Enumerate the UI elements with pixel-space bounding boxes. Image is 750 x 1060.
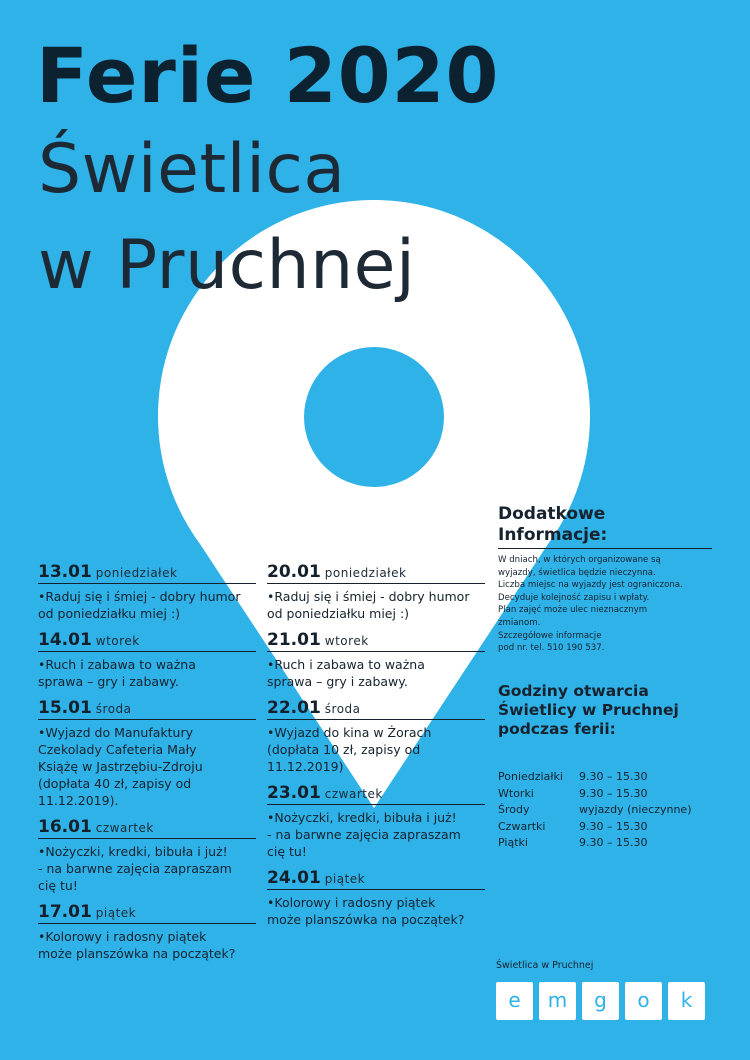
day-header [38, 562, 256, 584]
schedule-day [38, 902, 256, 962]
hours-day: Poniedziałki [498, 770, 563, 783]
day-of-week: wtorek [95, 634, 140, 648]
activity-line: cię tu! [267, 844, 307, 859]
subtitle-place: Świetlica [38, 130, 346, 209]
schedule-day [38, 817, 256, 894]
page-title: Ferie 2020 [36, 31, 500, 120]
day-header [267, 630, 485, 652]
divider [498, 548, 712, 549]
emgok-logo [496, 982, 705, 1020]
info-line: Liczba miejsc na wyjazdy jest ograniczona. [498, 580, 683, 591]
activity-description [267, 584, 485, 622]
activity-line: 11.12.2019). [38, 793, 119, 808]
day-header [267, 698, 485, 720]
activity-description [267, 805, 485, 860]
activity-line: - na barwne zajęcia zapraszam [38, 861, 232, 876]
day-of-week: piątek [324, 872, 366, 886]
info-line: zmianom. [498, 617, 541, 628]
day-date: 23.01 [267, 783, 321, 803]
hours-day: Czwartki [498, 819, 546, 833]
activity-line: •Kolorowy i radosny piątek [38, 929, 207, 944]
hours-row [498, 819, 692, 836]
hours-day: Środy [498, 803, 530, 816]
info-heading-line-1: Dodatkowe [498, 504, 606, 524]
activity-description [38, 720, 256, 809]
hours-heading [498, 682, 679, 739]
hours-day: Wtorki [498, 786, 534, 800]
day-date: 15.01 [38, 698, 92, 718]
activity-line: Książę w Jastrzębiu-Zdroju [38, 759, 203, 774]
day-date: 14.01 [38, 630, 92, 650]
day-of-week: czwartek [324, 787, 383, 801]
organizer-label: Świetlica w Pruchnej [496, 960, 594, 971]
hours-row [498, 786, 692, 803]
schedule-day [267, 630, 485, 690]
day-of-week: poniedziałek [324, 566, 407, 580]
logo-letter-tile: o [625, 982, 662, 1020]
activity-line: Czekolady Cafeteria Mały [38, 742, 197, 757]
info-line: Plan zajęć może ulec nieznacznym [498, 605, 648, 616]
day-header [38, 902, 256, 924]
schedule-day [267, 783, 485, 860]
hours-time: 9.30 – 15.30 [579, 786, 648, 800]
activity-line: •Wyjazd do Manufaktury [38, 725, 194, 740]
logo-letter-tile: e [496, 982, 533, 1020]
activity-line: sprawa – gry i zabawy. [38, 674, 179, 689]
day-of-week: poniedziałek [95, 566, 178, 580]
hours-time: 9.30 – 15.30 [579, 819, 648, 833]
opening-hours-table [498, 769, 692, 852]
activity-description [38, 652, 256, 690]
activity-line: •Kolorowy i radosny piątek [267, 895, 436, 910]
subtitle-location: w Pruchnej [38, 226, 416, 305]
activity-line: •Raduj się i śmiej - dobry humor [267, 589, 470, 604]
day-header [38, 817, 256, 839]
hours-time: wyjazdy (nieczynne) [579, 803, 692, 816]
activity-line: sprawa – gry i zabawy. [267, 674, 408, 689]
hours-heading-line-2: Świetlicy w Pruchnej [498, 701, 679, 719]
day-date: 21.01 [267, 630, 321, 650]
hours-time: 9.30 – 15.30 [579, 770, 648, 783]
info-heading-line-2: Informacje: [498, 525, 608, 545]
schedule-day [267, 698, 485, 775]
hours-row [498, 769, 692, 786]
activity-line: - na barwne zajęcia zapraszam [267, 827, 461, 842]
activity-line: •Raduj się i śmiej - dobry humor [38, 589, 241, 604]
day-header [267, 783, 485, 805]
schedule-week-1 [38, 562, 256, 970]
schedule-day [267, 868, 485, 928]
info-heading [498, 504, 712, 546]
activity-description [267, 890, 485, 928]
hours-heading-line-1: Godziny otwarcia [498, 682, 649, 700]
info-line: W dniach, w których organizowane są [498, 555, 661, 565]
day-date: 16.01 [38, 817, 92, 837]
additional-info [498, 504, 712, 655]
day-of-week: środa [95, 702, 132, 716]
schedule-day [38, 630, 256, 690]
day-header [267, 868, 485, 890]
day-of-week: wtorek [324, 634, 369, 648]
hours-row [498, 835, 692, 852]
activity-line: •Ruch i zabawa to ważna [38, 657, 196, 672]
activity-line: (dopłata 40 zł, zapisy od [38, 776, 192, 791]
day-header [267, 562, 485, 584]
activity-line: •Nożyczki, kredki, bibuła i już! [267, 810, 457, 825]
activity-line: od poniedziałku miej :) [267, 606, 410, 621]
activity-line: może planszówka na początek? [267, 912, 465, 927]
hours-day: Piątki [498, 836, 528, 849]
day-date: 17.01 [38, 902, 92, 922]
day-date: 20.01 [267, 562, 321, 582]
hours-row [498, 802, 692, 819]
logo-letter-tile: m [539, 982, 576, 1020]
day-date: 24.01 [267, 868, 321, 888]
day-of-week: czwartek [95, 821, 154, 835]
activity-line: (dopłata 10 zł, zapisy od [267, 742, 421, 757]
info-line: Szczegółowe informacje [498, 630, 602, 641]
activity-line: od poniedziałku miej :) [38, 606, 181, 621]
day-date: 13.01 [38, 562, 92, 582]
activity-description [38, 839, 256, 894]
logo-letter-tile: g [582, 982, 619, 1020]
schedule-day [267, 562, 485, 622]
day-of-week: środa [324, 702, 361, 716]
activity-description [38, 924, 256, 962]
activity-line: 11.12.2019) [267, 759, 344, 774]
hours-time: 9.30 – 15.30 [579, 836, 648, 849]
day-date: 22.01 [267, 698, 321, 718]
activity-description [38, 584, 256, 622]
activity-line: •Nożyczki, kredki, bibuła i już! [38, 844, 228, 859]
info-line: wyjazdy, świetlica będzie nieczynna. [498, 567, 656, 578]
day-header [38, 630, 256, 652]
day-of-week: piątek [95, 906, 137, 920]
activity-line: może planszówka na początek? [38, 946, 236, 961]
activity-line: cię tu! [38, 878, 78, 893]
info-line: pod nr. tel. 510 190 537. [498, 643, 605, 654]
day-header [38, 698, 256, 720]
info-line: Decyduje kolejność zapisu i wpłaty. [498, 592, 650, 603]
schedule-day [38, 562, 256, 622]
logo-letter-tile: k [668, 982, 705, 1020]
activity-description [267, 652, 485, 690]
activity-line: •Wyjazd do kina w Żorach [267, 725, 432, 740]
activity-description [267, 720, 485, 775]
schedule-week-2 [267, 562, 485, 936]
activity-line: •Ruch i zabawa to ważna [267, 657, 425, 672]
schedule-day [38, 698, 256, 809]
hours-heading-line-3: podczas ferii: [498, 720, 616, 738]
info-text [498, 554, 712, 655]
